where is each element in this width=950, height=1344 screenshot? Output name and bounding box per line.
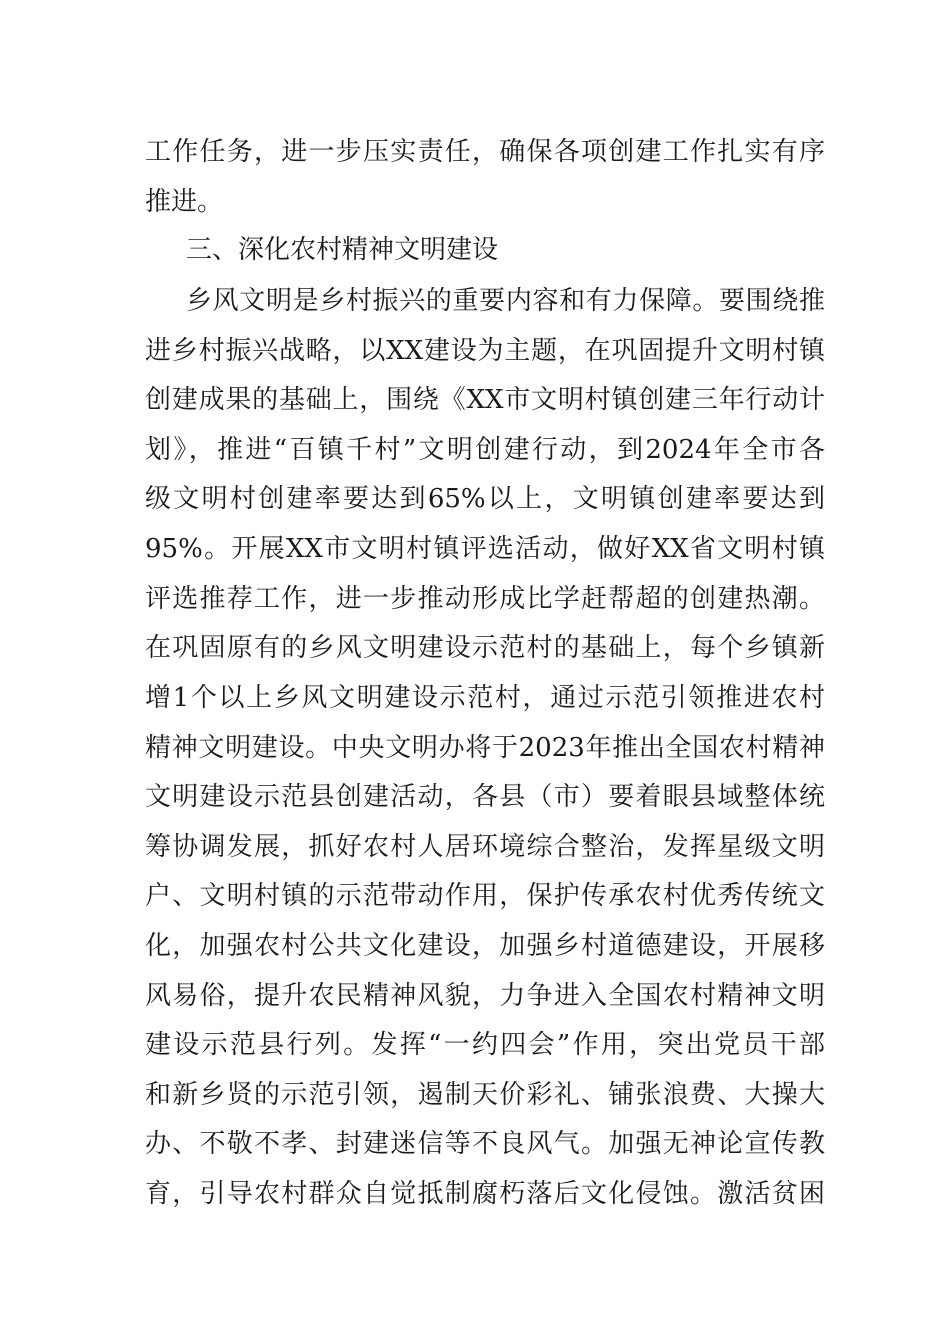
paragraph-line: 95%。开展XX市文明村镇评选活动，做好XX省文明村镇 [145, 534, 825, 564]
paragraph-line: 办、不敬不孝、封建迷信等不良风气。加强无神论宣传教 [145, 1129, 825, 1159]
paragraph-line: 育，引导农村群众自觉抵制腐朽落后文化侵蚀。激活贫困 [145, 1179, 825, 1209]
paragraph-line: 级文明村创建率要达到65%以上，文明镇创建率要达到 [145, 484, 825, 514]
paragraph-line: 划》，推进“百镇千村”文明创建行动，到2024年全市各 [145, 435, 825, 465]
paragraph-line: 推进。 [145, 187, 224, 217]
paragraph-line: 乡风文明是乡村振兴的重要内容和有力保障。要围绕推 [186, 286, 825, 316]
paragraph-line: 工作任务，进一步压实责任，确保各项创建工作扎实有序 [145, 137, 825, 167]
paragraph-line: 建设示范县行列。发挥“一约四会”作用，突出党员干部 [145, 1030, 825, 1060]
paragraph-line: 风易俗，提升农民精神风貌，力争进入全国农村精神文明 [145, 981, 825, 1011]
paragraph-line: 户、文明村镇的示范带动作用，保护传承农村优秀传统文 [145, 881, 825, 911]
paragraph-line: 文明建设示范县创建活动，各县（市）要着眼县域整体统 [145, 782, 825, 812]
paragraph-line: 创建成果的基础上，围绕《XX市文明村镇创建三年行动计 [145, 385, 825, 415]
section-heading: 三、深化农村精神文明建设 [186, 235, 499, 265]
paragraph-line: 进乡村振兴战略，以XX建设为主题，在巩固提升文明村镇 [145, 336, 825, 366]
paragraph-line: 在巩固原有的乡风文明建设示范村的基础上，每个乡镇新 [145, 633, 825, 663]
paragraph-line: 评选推荐工作，进一步推动形成比学赶帮超的创建热潮。 [145, 584, 825, 614]
paragraph-line: 化，加强农村公共文化建设，加强乡村道德建设，开展移 [145, 931, 825, 961]
paragraph-line: 和新乡贤的示范引领，遏制天价彩礼、铺张浪费、大操大 [145, 1080, 825, 1110]
paragraph-line: 筹协调发展，抓好农村人居环境综合整治，发挥星级文明 [145, 832, 825, 862]
paragraph-line: 增1个以上乡风文明建设示范村，通过示范引领推进农村 [145, 683, 825, 713]
paragraph-line: 精神文明建设。中央文明办将于2023年推出全国农村精神 [145, 733, 825, 763]
